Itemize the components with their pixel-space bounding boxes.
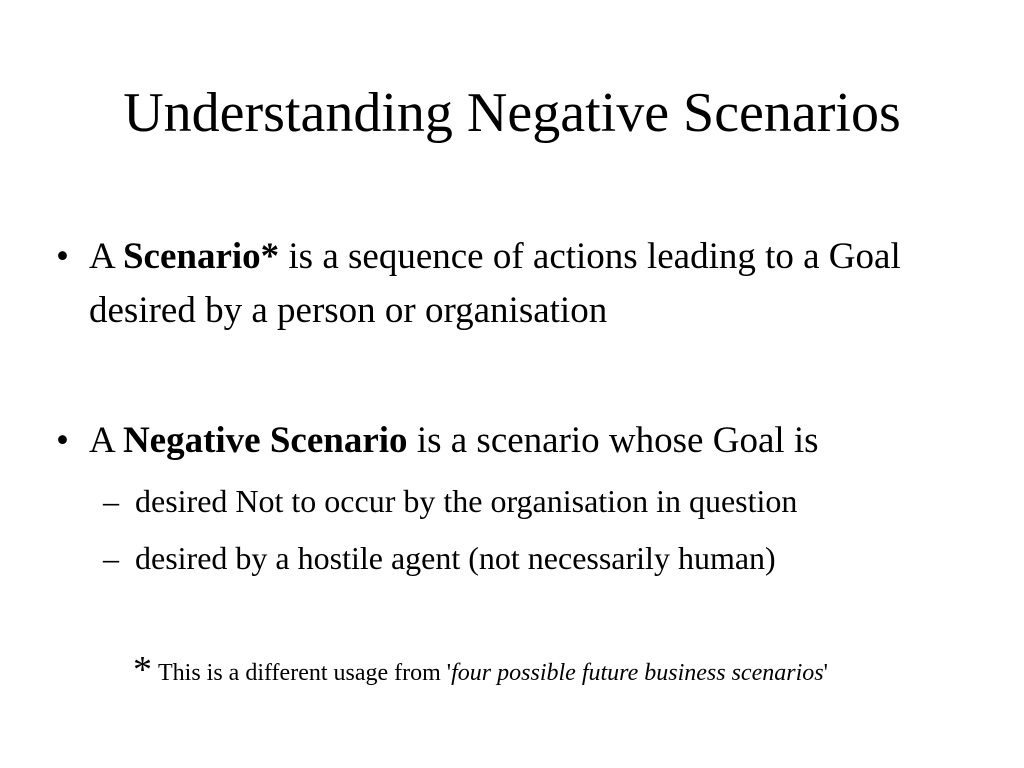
footnote: [133, 648, 828, 692]
bullet-text: [89, 414, 1006, 468]
footnote-text: [158, 660, 828, 686]
bullet-term: Scenario*: [122, 236, 280, 277]
bullet-text: [89, 230, 1006, 338]
sub-bullet-hostile-agent: [103, 536, 776, 580]
footnote-lead: This is a different usage from ': [158, 660, 452, 686]
bullet-marker: •: [56, 420, 69, 461]
bullet-marker: •: [56, 236, 69, 277]
bullet-rest: is a scenario whose Goal is: [407, 420, 819, 461]
footnote-emphasis: four possible future business scenarios: [451, 660, 824, 686]
sub-bullet-marker: –: [103, 483, 119, 519]
bullet-negative-scenario-definition: [56, 414, 1006, 468]
bullet-prefix: A: [89, 236, 123, 277]
bullet-rest: is a sequence of actions leading to a Goal desired by a person or organisation: [89, 236, 901, 331]
bullet-term: Negative Scenario: [122, 420, 408, 461]
slide-title: Understanding Negative Scenarios: [123, 82, 901, 144]
sub-bullet-text: desired Not to occur by the organisation in question: [135, 483, 798, 519]
bullet-scenario-definition: [56, 230, 1006, 338]
bullet-prefix: A: [89, 420, 123, 461]
footnote-marker: *: [133, 649, 152, 691]
footnote-close: ': [823, 660, 828, 686]
sub-bullet-marker: –: [103, 540, 119, 576]
sub-bullet-text: desired by a hostile agent (not necessarily human): [135, 540, 776, 576]
sub-bullet-not-to-occur: [103, 479, 797, 523]
